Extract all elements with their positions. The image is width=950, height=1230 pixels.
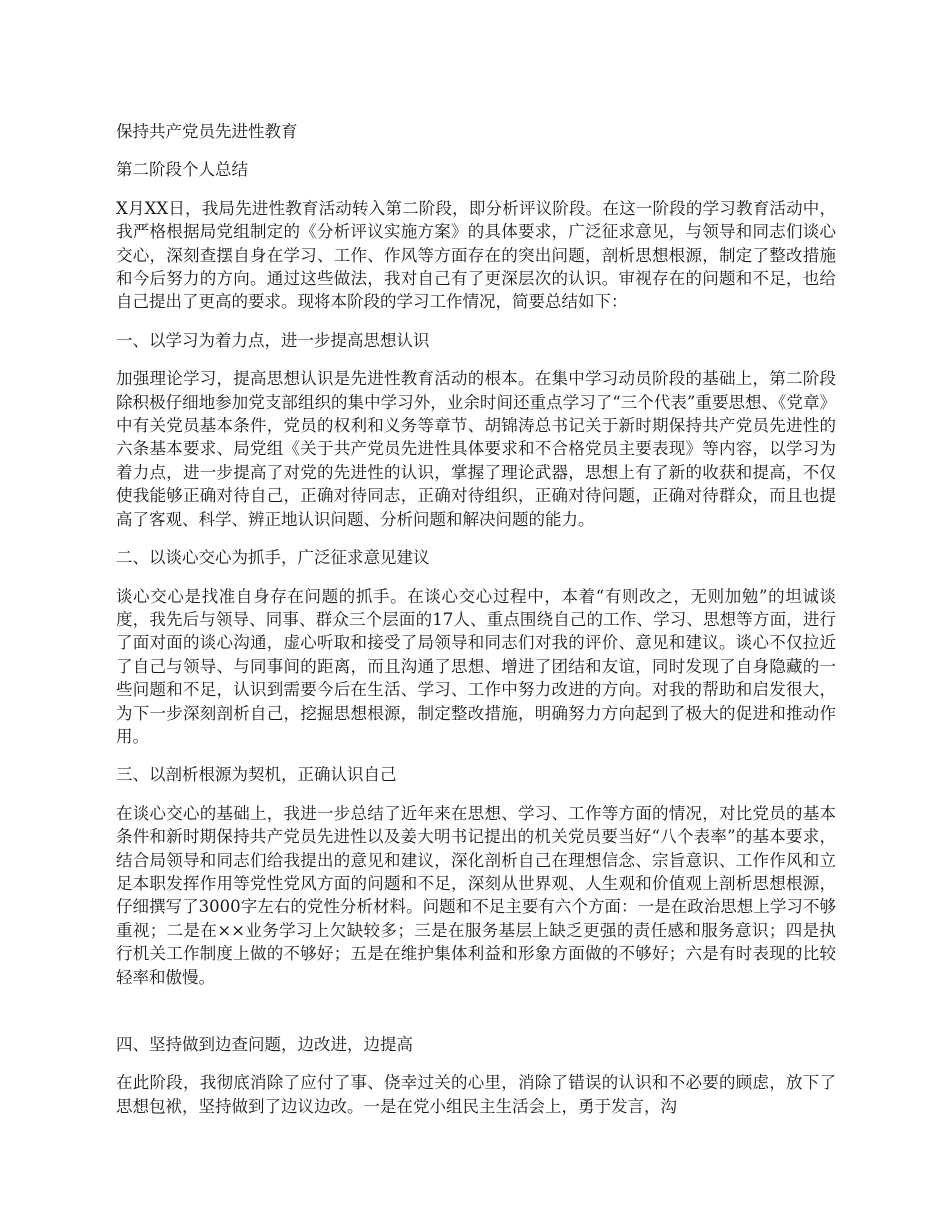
section-body-1: 加强理论学习，提高思想认识是先进性教育活动的根本。在集中学习动员阶段的基础上，第二阶段除积极仔细地参加党支部组织的集中学习外，业余时间还重点学习了“三个代表”重要思想、《党章》中有关党员基本条件，党员的权利和义务等章节、胡锦涛总书记关于新时期保持共产党员先进性的六条基本要求、局党组《关于共产党员先进性具体要求和不合格党员主要表现》等内容，以学习为着力点，进一步提高了对党的先进性的认识，掌握了理论武器，思想上有了新的收获和提高，不仅使我能够正确对待自己，正确对待同志，正确对待组织，正确对待问题，正确对待群众，而且也提高了客观、科学、辨正地认识问题、分析问题和解决问题的能力。 <box>116 369 836 529</box>
document-page <box>116 120 836 1118</box>
section-body-4: 在此阶段，我彻底消除了应付了事、侥幸过关的心里，消除了错误的认识和不必要的顾虑，放下了思想包袱，坚持做到了边议边改。一是在党小组民主生活会上，勇于发言，沟 <box>116 1073 836 1116</box>
section-heading-1: 一、以学习为着力点，进一步提高思想认识 <box>116 330 430 350</box>
section-body-3: 在谈心交心的基础上，我进一步总结了近年来在思想、学习、工作等方面的情况，对比党员的基本条件和新时期保持共产党员先进性以及姜大明书记提出的机关党员要当好“八个表率”的基本要求，结合局领导和同志们给我提出的意见和建议，深化剖析自己在理想信念、宗旨意识、工作作风和立足本职发挥作用等党性党风方面的问题和不足，深刻从世界观、人生观和价值观上剖析思想根源，仔细撰写了3000字左右的党性分析材料。问题和不足主要有六个方面：一是在政治思想上学习不够重视；二是在××业务学习上欠缺较多；三是在服务基层上缺乏更强的责任感和服务意识；四是执行机关工作制度上做的不够好；五是在维护集体利益和形象方面做的不够好；六是有时表现的比较轻率和傲慢。 <box>116 803 836 987</box>
intro-paragraph: X月XX日，我局先进性教育活动转入第二阶段，即分析评议阶段。在这一阶段的学习教育活动中，我严格根据局党组制定的《分析评议实施方案》的具体要求，广泛征求意见，与领导和同志们谈心交心，深刻查摆自身在学习、工作、作风等方面存在的突出问题，剖析思想根源，制定了整改措施和今后努力的方向。通过这些做法，我对自己有了更深层次的认识。审视存在的问题和不足，也给自己提出了更高的要求。现将本阶段的学习工作情况，简要总结如下： <box>116 198 836 312</box>
section-heading-2: 二、以谈心交心为抓手，广泛征求意见建议 <box>116 548 430 568</box>
document-subtitle: 第二阶段个人总结 <box>116 160 248 180</box>
section-heading-4: 四、坚持做到边查问题，边改进，边提高 <box>116 1035 413 1054</box>
section-body-2: 谈心交心是找准自身存在问题的抓手。在谈心交心过程中，本着“有则改之，无则加勉”的坦诚谈度，我先后与领导、同事、群众三个层面的17人、重点围绕自己的工作、学习、思想等方面，进行了面对面的谈心沟通，虚心听取和接受了局领导和同志们对我的评价、意见和建议。谈心不仅拉近了自己与领导、与同事间的距离，而且沟通了思想、增进了团结和友谊，同时发现了自身隐藏的一些问题和不足，认识到需要今后在生活、学习、工作中努力改进的方向。对我的帮助和启发很大，为下一步深刻剖析自己，挖掘思想根源，制定整改措施，明确努力方向起到了极大的促进和推动作用。 <box>116 586 836 746</box>
section-heading-3: 三、以剖析根源为契机，正确认识自己 <box>116 765 397 785</box>
document-title: 保持共产党员先进性教育 <box>116 122 298 141</box>
